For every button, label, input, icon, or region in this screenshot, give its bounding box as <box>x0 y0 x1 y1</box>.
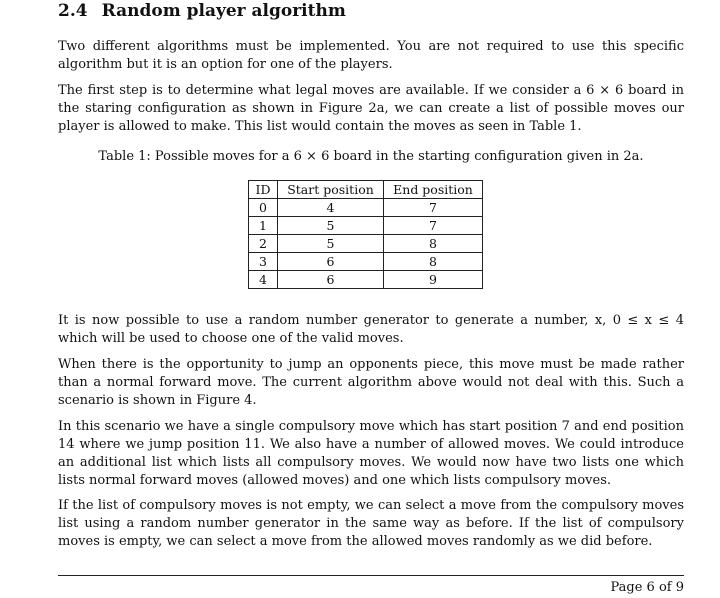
table-row <box>249 253 483 271</box>
cell-end: 9 <box>384 271 483 289</box>
paragraph-random-number: It is now possible to use a random number generator to generate a number, x, 0 ≤ x ≤ 4 which will be used to choose one of the valid moves. <box>58 313 684 346</box>
paragraph-intro: Two different algorithms must be implemented. You are not required to use this specific algorithm but it is an option for one of the players. <box>58 39 684 72</box>
page-number: Page 6 of 9 <box>610 580 684 595</box>
section-title: Random player algorithm <box>101 1 346 21</box>
paragraph-legal-moves: The first step is to determine what legal moves are available. If we consider a 6 × 6 board in the staring configuration as shown in Figure 2a, we can create a list of possible moves our player is allowed to make. This list would contain the moves as seen in Table 1. <box>58 83 684 134</box>
table-row <box>249 271 483 289</box>
header-end-position: End position <box>384 181 483 199</box>
table-row <box>249 217 483 235</box>
paragraph-selection: If the list of compulsory moves is not empty, we can select a move from the compulsory moves list using a random number generator in the same way as before. If the list of compulsory moves is empty, we can select a move from the allowed moves randomly as we did before. <box>58 498 684 549</box>
table-row <box>249 235 483 253</box>
moves-table <box>248 180 483 289</box>
footer-divider <box>58 575 684 576</box>
paragraph-compulsory: In this scenario we have a single compulsory move which has start position 7 and end position 14 where we jump position 11. We also have a number of allowed moves. We could introduce an additional list which lists all compulsory moves. We would now have two lists one which lists normal forward moves (allowed moves) and one which lists compulsory moves. <box>58 419 684 488</box>
table-caption: Table 1: Possible moves for a 6 × 6 board in the starting configuration given in 2a. <box>98 149 644 164</box>
cell-end: 7 <box>384 199 483 217</box>
cell-id: 1 <box>249 217 278 235</box>
cell-id: 3 <box>249 253 278 271</box>
cell-start: 5 <box>278 217 384 235</box>
cell-end: 7 <box>384 217 483 235</box>
cell-id: 2 <box>249 235 278 253</box>
cell-id: 0 <box>249 199 278 217</box>
paragraph-jump: When there is the opportunity to jump an opponents piece, this move must be made rather than a normal forward move. The current algorithm above would not deal with this. Such a scenario is shown in Figure 4. <box>58 357 684 408</box>
cell-start: 5 <box>278 235 384 253</box>
cell-end: 8 <box>384 235 483 253</box>
header-id: ID <box>249 181 278 199</box>
cell-start: 4 <box>278 199 384 217</box>
table-row <box>249 199 483 217</box>
cell-id: 4 <box>249 271 278 289</box>
section-heading <box>58 1 346 21</box>
cell-end: 8 <box>384 253 483 271</box>
cell-start: 6 <box>278 271 384 289</box>
header-start-position: Start position <box>278 181 384 199</box>
section-number: 2.4 <box>58 1 88 21</box>
cell-start: 6 <box>278 253 384 271</box>
table-header-row <box>249 181 483 199</box>
